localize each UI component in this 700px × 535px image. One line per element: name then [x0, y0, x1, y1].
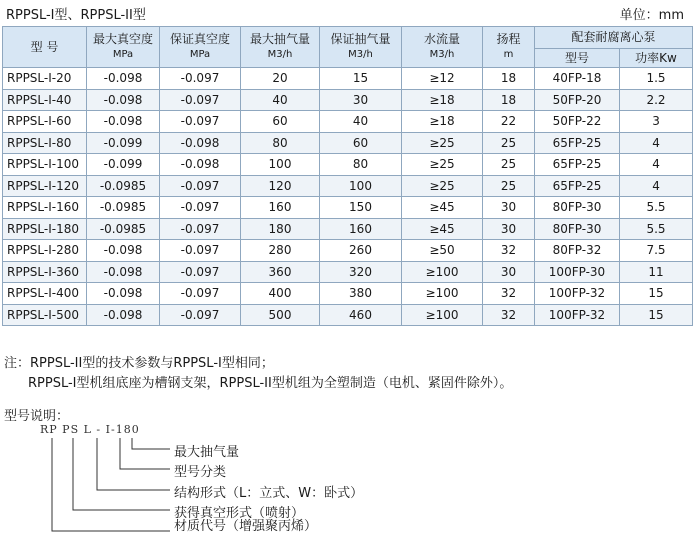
cell-lift: 22 [483, 111, 535, 133]
cell-guaranteed-vacuum: -0.097 [160, 68, 241, 90]
cell-guaranteed-pumping: 320 [320, 261, 402, 283]
cell-model: RPPSL-I-360 [3, 261, 87, 283]
cell-guaranteed-vacuum: -0.097 [160, 89, 241, 111]
cell-lift: 30 [483, 218, 535, 240]
col-pump-power-header: 功率Kw [620, 49, 693, 68]
cell-model: RPPSL-I-400 [3, 283, 87, 305]
cell-guaranteed-pumping: 40 [320, 111, 402, 133]
cell-pump-power: 4 [620, 154, 693, 176]
col-lift-unit: m [503, 49, 514, 60]
cell-guaranteed-pumping: 15 [320, 68, 402, 90]
cell-water-flow: ≥50 [402, 240, 483, 262]
label-structure-type: 结构形式（L：立式、W：卧式） [174, 486, 364, 501]
cell-max-vacuum: -0.0985 [87, 197, 160, 219]
cell-lift: 25 [483, 154, 535, 176]
cell-water-flow: ≥45 [402, 218, 483, 240]
cell-lift: 30 [483, 261, 535, 283]
cell-model: RPPSL-I-280 [3, 240, 87, 262]
model-explanation-title: 型号说明： [4, 409, 70, 424]
cell-pump-power: 11 [620, 261, 693, 283]
cell-water-flow: ≥18 [402, 89, 483, 111]
cell-guaranteed-pumping: 460 [320, 304, 402, 326]
cell-max-vacuum: -0.098 [87, 68, 160, 90]
page-title: RPPSL-I型、RPPSL-II型 [6, 8, 146, 23]
note-line-1: 注：RPPSL-II型的技术参数与RPPSL-I型相同； [4, 356, 274, 371]
cell-model: RPPSL-I-500 [3, 304, 87, 326]
cell-max-vacuum: -0.098 [87, 111, 160, 133]
cell-pump-model: 65FP-25 [535, 154, 620, 176]
label-model-category: 型号分类 [174, 465, 227, 480]
cell-lift: 32 [483, 283, 535, 305]
unit-label: 单位：mm [619, 8, 684, 23]
cell-pump-power: 15 [620, 283, 693, 305]
cell-water-flow: ≥45 [402, 197, 483, 219]
label-material-code: 材质代号（增强聚丙烯） [174, 519, 318, 534]
cell-lift: 32 [483, 240, 535, 262]
col-guaranteed-pumping-label: 保证抽气量 [330, 32, 391, 46]
cell-guaranteed-pumping: 80 [320, 154, 402, 176]
cell-guaranteed-pumping: 380 [320, 283, 402, 305]
cell-guaranteed-vacuum: -0.097 [160, 197, 241, 219]
cell-pump-power: 4 [620, 175, 693, 197]
col-lift-label: 扬程 [496, 32, 521, 46]
label-vacuum-method: 获得真空形式（喷射） [174, 506, 305, 521]
cell-pump-power: 15 [620, 304, 693, 326]
cell-guaranteed-vacuum: -0.097 [160, 304, 241, 326]
cell-pump-model: 80FP-30 [535, 197, 620, 219]
cell-lift: 25 [483, 175, 535, 197]
cell-pump-power: 3 [620, 111, 693, 133]
col-guaranteed-pumping-unit: M3/h [348, 49, 373, 60]
cell-pump-model: 80FP-32 [535, 240, 620, 262]
cell-max-pumping: 20 [241, 68, 320, 90]
cell-model: RPPSL-I-80 [3, 132, 87, 154]
cell-guaranteed-vacuum: -0.097 [160, 261, 241, 283]
cell-model: RPPSL-I-120 [3, 175, 87, 197]
col-max-pumping-unit: M3/h [267, 49, 293, 60]
cell-guaranteed-pumping: 160 [320, 218, 402, 240]
cell-guaranteed-pumping: 100 [320, 175, 402, 197]
cell-pump-model: 100FP-32 [535, 304, 620, 326]
cell-pump-model: 100FP-30 [535, 261, 620, 283]
cell-pump-model: 100FP-32 [535, 283, 620, 305]
cell-water-flow: ≥25 [402, 132, 483, 154]
cell-pump-power: 5.5 [620, 218, 693, 240]
cell-water-flow: ≥18 [402, 111, 483, 133]
cell-guaranteed-vacuum: -0.098 [160, 132, 241, 154]
cell-water-flow: ≥12 [402, 68, 483, 90]
cell-max-vacuum: -0.098 [87, 304, 160, 326]
cell-pump-model: 65FP-25 [535, 132, 620, 154]
cell-pump-power: 4 [620, 132, 693, 154]
cell-lift: 30 [483, 197, 535, 219]
label-max-pumping: 最大抽气量 [174, 445, 240, 460]
model-code: RP PS L - I-180 [40, 423, 140, 436]
col-water-flow-label: 水流量 [423, 32, 460, 46]
cell-pump-power: 2.2 [620, 89, 693, 111]
col-guaranteed-vacuum-unit: MPa [189, 49, 211, 60]
col-pump-model-header: 型号 [535, 49, 620, 68]
cell-model: RPPSL-I-100 [3, 154, 87, 176]
cell-max-pumping: 100 [241, 154, 320, 176]
cell-max-pumping: 360 [241, 261, 320, 283]
cell-water-flow: ≥25 [402, 154, 483, 176]
cell-guaranteed-vacuum: -0.097 [160, 175, 241, 197]
cell-pump-model: 65FP-25 [535, 175, 620, 197]
cell-max-pumping: 160 [241, 197, 320, 219]
cell-guaranteed-pumping: 60 [320, 132, 402, 154]
cell-max-vacuum: -0.099 [87, 154, 160, 176]
cell-max-pumping: 120 [241, 175, 320, 197]
cell-pump-model: 40FP-18 [535, 68, 620, 90]
col-max-vacuum-unit: MPa [112, 49, 134, 60]
cell-guaranteed-vacuum: -0.097 [160, 283, 241, 305]
cell-max-vacuum: -0.098 [87, 89, 160, 111]
cell-water-flow: ≥100 [402, 261, 483, 283]
cell-pump-model: 50FP-22 [535, 111, 620, 133]
cell-guaranteed-vacuum: -0.098 [160, 154, 241, 176]
cell-max-pumping: 500 [241, 304, 320, 326]
cell-max-vacuum: -0.098 [87, 240, 160, 262]
cell-max-pumping: 80 [241, 132, 320, 154]
cell-max-vacuum: -0.099 [87, 132, 160, 154]
cell-guaranteed-vacuum: -0.097 [160, 218, 241, 240]
cell-max-pumping: 180 [241, 218, 320, 240]
col-water-flow-unit: M3/h [429, 49, 455, 60]
cell-water-flow: ≥100 [402, 304, 483, 326]
cell-model: RPPSL-I-180 [3, 218, 87, 240]
cell-max-pumping: 60 [241, 111, 320, 133]
cell-pump-model: 80FP-30 [535, 218, 620, 240]
cell-lift: 18 [483, 89, 535, 111]
cell-guaranteed-pumping: 260 [320, 240, 402, 262]
cell-water-flow: ≥100 [402, 283, 483, 305]
cell-max-pumping: 400 [241, 283, 320, 305]
cell-guaranteed-vacuum: -0.097 [160, 111, 241, 133]
cell-max-vacuum: -0.0985 [87, 218, 160, 240]
cell-max-pumping: 40 [241, 89, 320, 111]
cell-max-vacuum: -0.098 [87, 261, 160, 283]
col-guaranteed-vacuum-label: 保证真空度 [169, 32, 230, 46]
cell-model: RPPSL-I-60 [3, 111, 87, 133]
cell-lift: 32 [483, 304, 535, 326]
cell-lift: 18 [483, 68, 535, 90]
cell-water-flow: ≥25 [402, 175, 483, 197]
cell-pump-model: 50FP-20 [535, 89, 620, 111]
cell-model: RPPSL-I-40 [3, 89, 87, 111]
cell-pump-power: 1.5 [620, 68, 693, 90]
note-line-2: RPPSL-I型机组底座为槽钢支架，RPPSL-II型机组为全塑制造（电机、紧固件除外）。 [28, 376, 513, 391]
col-max-pumping-label: 最大抽气量 [249, 32, 310, 46]
cell-lift: 25 [483, 132, 535, 154]
cell-max-pumping: 280 [241, 240, 320, 262]
col-pump-group-header: 配套耐腐离心泵 [535, 27, 693, 49]
cell-max-vacuum: -0.098 [87, 283, 160, 305]
cell-guaranteed-pumping: 30 [320, 89, 402, 111]
col-max-vacuum-label: 最大真空度 [92, 32, 153, 46]
cell-model: RPPSL-I-160 [3, 197, 87, 219]
cell-guaranteed-pumping: 150 [320, 197, 402, 219]
cell-max-vacuum: -0.0985 [87, 175, 160, 197]
col-model-header: 型 号 [3, 27, 87, 68]
cell-pump-power: 5.5 [620, 197, 693, 219]
cell-guaranteed-vacuum: -0.097 [160, 240, 241, 262]
cell-pump-power: 7.5 [620, 240, 693, 262]
cell-model: RPPSL-I-20 [3, 68, 87, 90]
